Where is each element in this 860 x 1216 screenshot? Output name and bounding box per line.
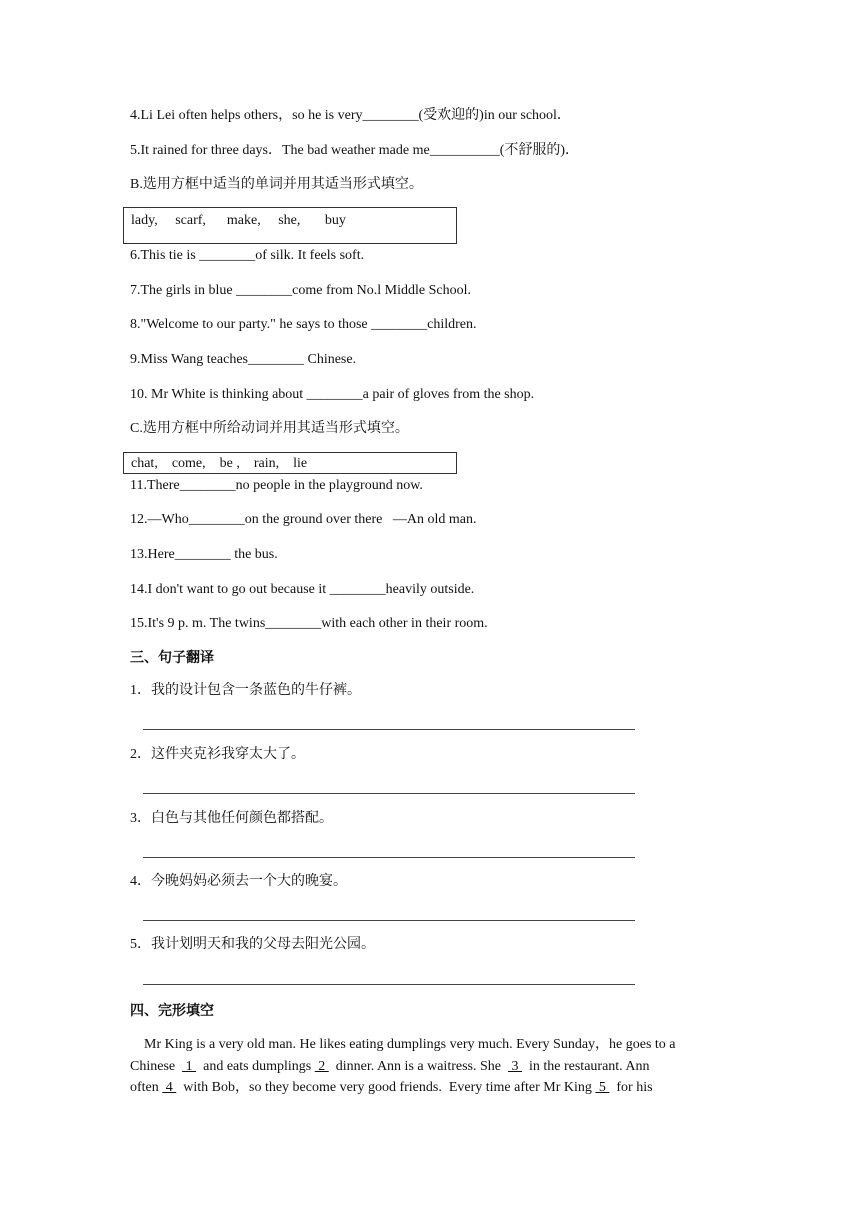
answer-line-4[interactable]: [143, 920, 635, 921]
question-11: 11.There________no people in the playground now.: [130, 478, 423, 493]
cloze-text: Chinese: [130, 1059, 183, 1074]
cloze-text: Mr King is a very old man. He likes eating dumplings very much. Every Sunday，he goes to a: [130, 1037, 676, 1052]
section-c-word-list: chat, come, be , rain, lie: [131, 456, 308, 471]
question-15: 15.It's 9 p. m. The twins________with each other in their room.: [130, 616, 488, 631]
question-4: 4.Li Lei often helps others，so he is very________(受欢迎的)in our school．: [130, 108, 571, 123]
section-b-instruction: B.选用方框中适当的单词并用其适当形式填空。: [130, 177, 423, 192]
question-12: 12.—Who________on the ground over there —An old man.: [130, 512, 477, 527]
cloze-text: often: [130, 1080, 163, 1095]
cloze-line-3: [130, 1077, 726, 1099]
answer-line-2[interactable]: [143, 793, 635, 794]
question-13: 13.Here________ the bus.: [130, 547, 278, 562]
cloze-blank-2[interactable]: 2: [314, 1059, 329, 1074]
question-6: 6.This tie is ________of silk. It feels soft.: [130, 248, 365, 263]
cloze-text: with Bob，so they become very good friends. Every time after Mr King: [176, 1080, 596, 1095]
question-7: 7.The girls in blue ________come from No.l Middle School.: [130, 283, 472, 298]
cloze-blank-5[interactable]: 5: [595, 1080, 610, 1095]
question-10: 10. Mr White is thinking about ________a pair of gloves from the shop.: [130, 387, 535, 402]
cloze-blank-1[interactable]: 1: [182, 1059, 197, 1074]
answer-line-1[interactable]: [143, 729, 635, 730]
answer-line-5[interactable]: [143, 984, 635, 985]
cloze-blank-3[interactable]: 3: [507, 1059, 522, 1074]
cloze-blank-4[interactable]: 4: [162, 1080, 177, 1095]
cloze-text: for his: [609, 1080, 653, 1095]
translation-item-4: 4．今晚妈妈必须去一个大的晚宴。: [130, 874, 347, 889]
section-b-word-box: [123, 207, 457, 244]
translation-item-2: 2．这件夹克衫我穿太大了。: [130, 747, 305, 762]
section-b-word-list: lady, scarf, make, she, buy: [131, 213, 346, 228]
cloze-text: dinner. Ann is a waitress. She: [328, 1059, 508, 1074]
section-c-word-box: [123, 452, 457, 474]
section-3-title: 三、句子翻译: [130, 651, 214, 666]
cloze-text: in the restaurant. Ann: [521, 1059, 650, 1074]
question-9: 9.Miss Wang teaches________ Chinese.: [130, 352, 357, 367]
question-14: 14.I don't want to go out because it ________heavily outside.: [130, 582, 475, 597]
answer-line-3[interactable]: [143, 857, 635, 858]
section-c-instruction: C.选用方框中所给动词并用其适当形式填空。: [130, 421, 409, 436]
translation-item-3: 3．白色与其他任何颜色都搭配。: [130, 811, 333, 826]
cloze-text: and eats dumplings: [196, 1059, 315, 1074]
cloze-line-1: [130, 1034, 726, 1056]
cloze-line-2: [130, 1056, 726, 1078]
question-8: 8."Welcome to our party." he says to those ________children.: [130, 317, 477, 332]
translation-item-5: 5．我计划明天和我的父母去阳光公园。: [130, 937, 375, 952]
section-4-title: 四、完形填空: [130, 1004, 214, 1019]
translation-item-1: 1．我的设计包含一条蓝色的牛仔裤。: [130, 683, 361, 698]
question-5: 5.It rained for three days．The bad weather made me__________(不舒服的)．: [130, 143, 580, 158]
